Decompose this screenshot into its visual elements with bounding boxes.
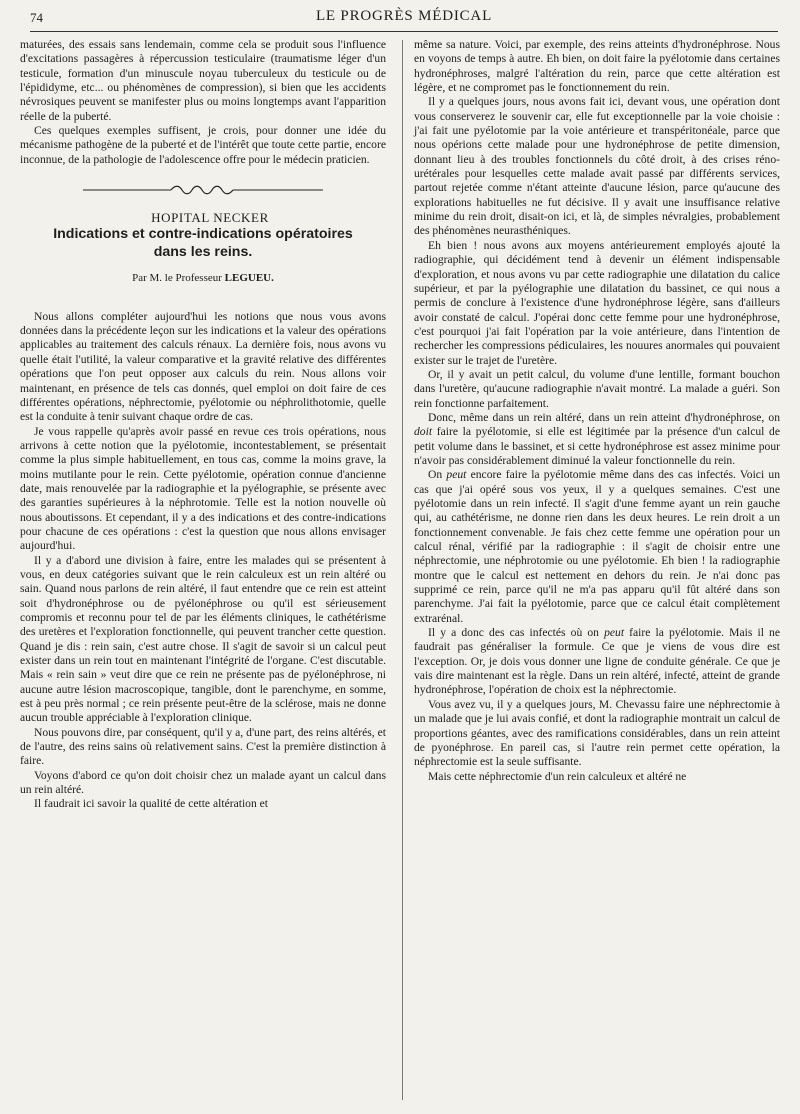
- paragraph: Je vous rappelle qu'après avoir passé en revue ces trois opérations, nous arrivons à cette notion que la pyélotomie, incontestablement, se présentait comme la plus simple habituellement, en tous cas, comme la moins grave, la moins mutilante pour le rein. Cette pyélotomie, opération connue d'ancienne date, mais renouvelée par la radiographie et la pyélographie, se présente avec des garanties supérieures à la néphrotomie. Telle est la notion nouvelle où nous aboutissons. Et cependant, il y a des indications et des contre-indications pour chacune de ces opérations : c'est la question que nous allons envisager aujourd'hui.: [20, 424, 386, 553]
- page-number: 74: [30, 10, 43, 25]
- paragraph: [414, 38, 780, 95]
- column-divider: [402, 40, 403, 1100]
- article-body-left: [20, 310, 386, 812]
- text-run: Or, il y avait un petit calcul, du volume d'une lentille, formant bouchon dans l'uretère, qu'aucune radiographie n'avait montré. La malade a guéri. Son rein fonctionne parfaitement.: [414, 367, 780, 410]
- hospital-name: HOPITAL NECKER: [151, 210, 269, 226]
- text-run: Il y a quelques jours, nous avons fait ici, devant vous, une opération dont vous conserverez le souvenir car, elle fut exceptionnelle par la voie choisie : j'ai fait une pyélotomie par la voie antérieure et transpéritonéale, parce que nous opérions cette malade pour une hydronéphrose de petite dimension, donnant lieu à des troubles fonctionnels du côté droit, à des crises réno-urétérales pour lesquelles cette malade avait passé par différents services, partout rejetée comme n'étant atteinte d'aucune lésion, parce qu'aucune des explorations habituelles ne fut décisive. Il y avait une insuffisance relative minime du rein droit, disait-on ici, et là, de simples névralgies, probablement des phénomènes neurasthéniques.: [414, 95, 780, 238]
- paragraph: [414, 239, 780, 368]
- paragraph: Il faudrait ici savoir la qualité de cette altération et: [34, 797, 269, 811]
- article-title-line: dans les reins.: [153, 244, 253, 261]
- page-header: [30, 8, 778, 32]
- text-run: faire la pyélotomie, si elle est légitimée par la présence d'un calcul de petit volume dans le bassinet, et si cette hydronéphrose est assez minime pour n'avoir pas considérablement diminué la valeur fonctionnelle du rein.: [414, 425, 780, 467]
- section-separator-ornament: [20, 175, 386, 205]
- paragraph: [414, 698, 780, 770]
- paragraph: [414, 368, 780, 411]
- author-prefix: Par M. le Professeur: [132, 272, 225, 285]
- text-run: On: [428, 468, 447, 482]
- paragraph: Il y a d'abord une division à faire, entre les malades qui se présentent à vous, en deux catégories suivant que le rein calculeux est un rein altéré ou sain. Quand nous parlons de rein altéré, il faut entendre que ce rein est atteint soit d'hydronéphrose ou de pyélonéphrose ou qu'il est sérieusement compromis et reconnu pour tel de par les éléments cliniques, le cathétérisme des uretères et l'exploration fonctionnelle, qui peuvent trancher cette question. Quand je dis : rein sain, c'est autre chose. Il s'agit de savoir si un calcul peut exister dans un rein tout en maintenant l'intégrité de l'organe. C'est discutable. Mais « rein sain » veut dire que ce rein ne présente pas de pyélonéphrose, ni aucune autre lésion macroscopique, tangible, dont le parenchyme, en somme, est à peu près normal ; ce rein présente peut-être de la sclérose, mais ne donne aucun trouble appréciable à l'exploration clinique.: [20, 553, 386, 725]
- emphasis-text: peut: [604, 626, 625, 640]
- paragraph: [414, 770, 780, 784]
- paragraph: Nous allons compléter aujourd'hui les notions que nous vous avons données dans la précédente leçon sur les indications et la valeur des opérations applicables au traitement des calculs rénaux. La dernière fois, nous avons vu quelle était l'utilité, la valeur comparative et la gravité relative des différentes opérations que l'on peut opposer aux calculs du rein. Nous allons voir maintenant, en présence de tels cas donnés, quel emploi on doit faire de ces différentes opérations, néphrectomie, pyélotomie ou néphrolithotomie, quelle est la conduite à tenir suivant chaque ordre de cas.: [20, 309, 386, 424]
- text-run: Mais cette néphrectomie d'un rein calculeux et altéré ne: [428, 769, 687, 783]
- text-run: encore faire la pyélotomie même dans des cas infectés. Voici un cas que j'ai opéré sous vos yeux, il y a quelques semaines. C'est une pyélotomie dans un rein infecté. Il s'agit d'une femme ayant un rein gauche qui, au cathétérisme, ne donne rien dans les deux heures. Le rein droit a un fonctionnement convenable. Je fais chez cette femme une opération pour un calcul rénal, vérifié par la radiographie : il s'agit de choisir entre une néphrectomie, une néphrotomie ou une pyélotomie. Eh bien ! la radiographie montre que le calcul est nettement en dehors du rein. Je n'ai donc pas supprimé ce rein, parce qu'il ne m'a pas apparu qu'il fût altéré dans son parenchyme. J'ai fait la pyélotomie, parce que ce calcul était complètement extrarénal.: [414, 468, 780, 625]
- article-title: [20, 225, 386, 261]
- author-name: LEGUEU.: [224, 272, 274, 285]
- paragraph: [414, 411, 780, 468]
- paragraph: [414, 626, 780, 698]
- text-run: Eh bien ! nous avons aux moyens antérieurement employés ajouté la radiographie, qui décidément tend à devenir un élément indispensable d'exploration, et nous avons vu par cette radiographie une dilatation du calice supérieur, et par la pyélographie une dilatation du bassinet, ce qui nous a permis de conclure à l'existence d'une hydronéphrose légère, sans d'ailleurs avoir constaté de calcul. J'opérai donc cette femme pour une hydronéphrose, c'est pourquoi j'ai fait l'opération par la voie antérieure, dans l'intention de rechercher les compressions pédiculaires, les nouures anormales qui pouvaient exister sur le trajet de l'uretère.: [414, 238, 780, 367]
- paragraph: [414, 468, 780, 626]
- text-run: Il y a donc des cas infectés où on: [428, 626, 605, 640]
- text-run: même sa nature. Voici, par exemple, des reins atteints d'hydronéphrose. Nous en voyons de temps à autre. Eh bien, on doit faire la pyélotomie dans certaines hydronéphroses, malgré l'altération du rein, parce que cette altération est légère, et ne compromet pas le fonctionnement du rein.: [414, 38, 780, 95]
- left-column: [20, 38, 386, 812]
- right-column: [414, 38, 780, 784]
- paragraph: Nous pouvons dire, par conséquent, qu'il y a, d'une part, des reins altérés, et de l'autre, des reins sains où relativement sains. C'est la première distinction à faire.: [20, 725, 386, 768]
- paragraph: Ces quelques exemples suffisent, je crois, pour donner une idée du mécanisme pathogène de la puberté et de l'intérêt que toute cette partie, encore inconnue, de la pathologie de l'adolescence offre pour le médecin praticien.: [20, 124, 386, 166]
- author-byline: [20, 271, 386, 285]
- paragraph: maturées, des essais sans lendemain, comme cela se produit sous l'influence d'excitations passagères à répercussion testiculaire (traumatisme léger d'un testicule, formation d'un minuscule noyau tuberculeux du testicule ou de l'épididyme, etc... ou phénomènes de compression), si bien que les accidents névrosiques peuvent se manifester plus ou moins longtemps avant l'apparition réelle de la puberté.: [20, 38, 386, 123]
- text-run: Donc, même dans un rein altéré, dans un rein atteint d'hydronéphrose, on: [428, 410, 780, 424]
- paragraph: Voyons d'abord ce qu'on doit choisir chez un malade ayant un calcul dans un rein altéré.: [20, 768, 386, 797]
- journal-title: LE PROGRÈS MÉDICAL: [315, 8, 493, 24]
- header-rule: [30, 31, 778, 32]
- emphasis-text: doit: [414, 425, 433, 439]
- text-run: faire la pyélotomie. Mais il ne faudrait pas généraliser la formule. Ce que je viens de vous dire est l'exception. Or, je dois vous donner une ligne de conduite générale. Ce que je vais dire maintenant est la règle. Dans un rein altéré, infecté, atteint de grande hydronéphrose, l'opération de choix est la néphrectomie.: [414, 626, 780, 697]
- text-run: Vous avez vu, il y a quelques jours, M. Chevassu faire une néphrectomie à un malade que je lui avais confié, et dont la radiographie montrait un calcul de proportions géantes, avec des ramifications considérables, dans un rein atteint de pyonéphrose. En pareil cas, si l'autre rein permet cette opération, la néphrectomie est la seule suffisante.: [414, 697, 780, 769]
- article-title-line: Indications et contre-indications opératoires: [53, 226, 353, 243]
- paragraph: [414, 95, 780, 238]
- ornament-rule-icon: [83, 183, 323, 197]
- emphasis-text: peut: [446, 468, 467, 482]
